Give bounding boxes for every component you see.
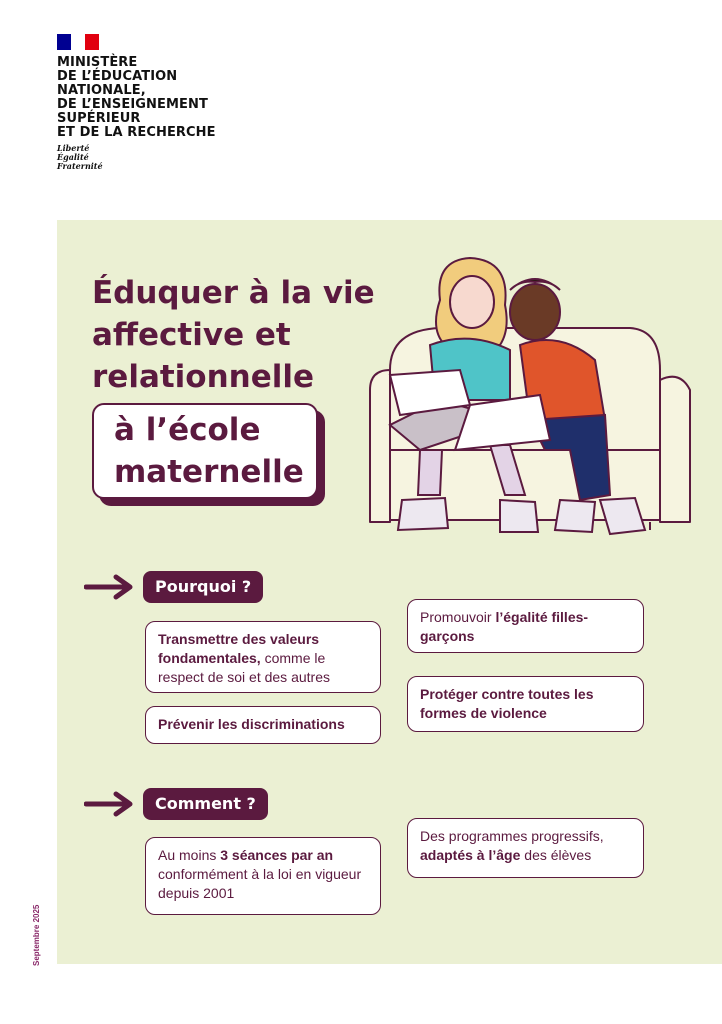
children-reading-illustration: [360, 250, 700, 570]
bubble-proteger-violence: Protéger contre toutes les formes de violence: [407, 676, 644, 732]
bubble-programmes-progressifs: Des programmes progressifs, adaptés à l’âge des élèves: [407, 818, 644, 878]
comment-arrow-icon: [84, 791, 134, 817]
page-title: Éduquer à la vie affective et relationnelle: [92, 275, 375, 395]
french-flag-logo: [57, 34, 99, 50]
ministry-name: MINISTÈRE DE L’ÉDUCATION NATIONALE, DE L’ENSEIGNEMENT SUPÉRIEUR ET DE LA RECHERCHE: [57, 55, 216, 140]
pourquoi-label: Pourquoi ?: [143, 571, 263, 603]
publication-date: Septembre 2025: [32, 904, 41, 966]
ministry-header: [57, 34, 216, 171]
bubble-egalite-filles-garcons: Promouvoir l’égalité filles-garçons: [407, 599, 644, 653]
bubble-trois-seances: Au moins 3 séances par an conformément à la loi en vigueur depuis 2001: [145, 837, 381, 915]
comment-label: Comment ?: [143, 788, 268, 820]
republic-motto: Liberté Égalité Fraternité: [57, 143, 103, 171]
pourquoi-arrow-icon: [84, 574, 134, 600]
bubble-transmettre-valeurs: Transmettre des valeurs fondamentales, comme le respect de soi et des autres: [145, 621, 381, 693]
title-highlight-box: à l’école maternelle: [92, 403, 318, 499]
bubble-prevenir-discriminations: Prévenir les discriminations: [145, 706, 381, 744]
